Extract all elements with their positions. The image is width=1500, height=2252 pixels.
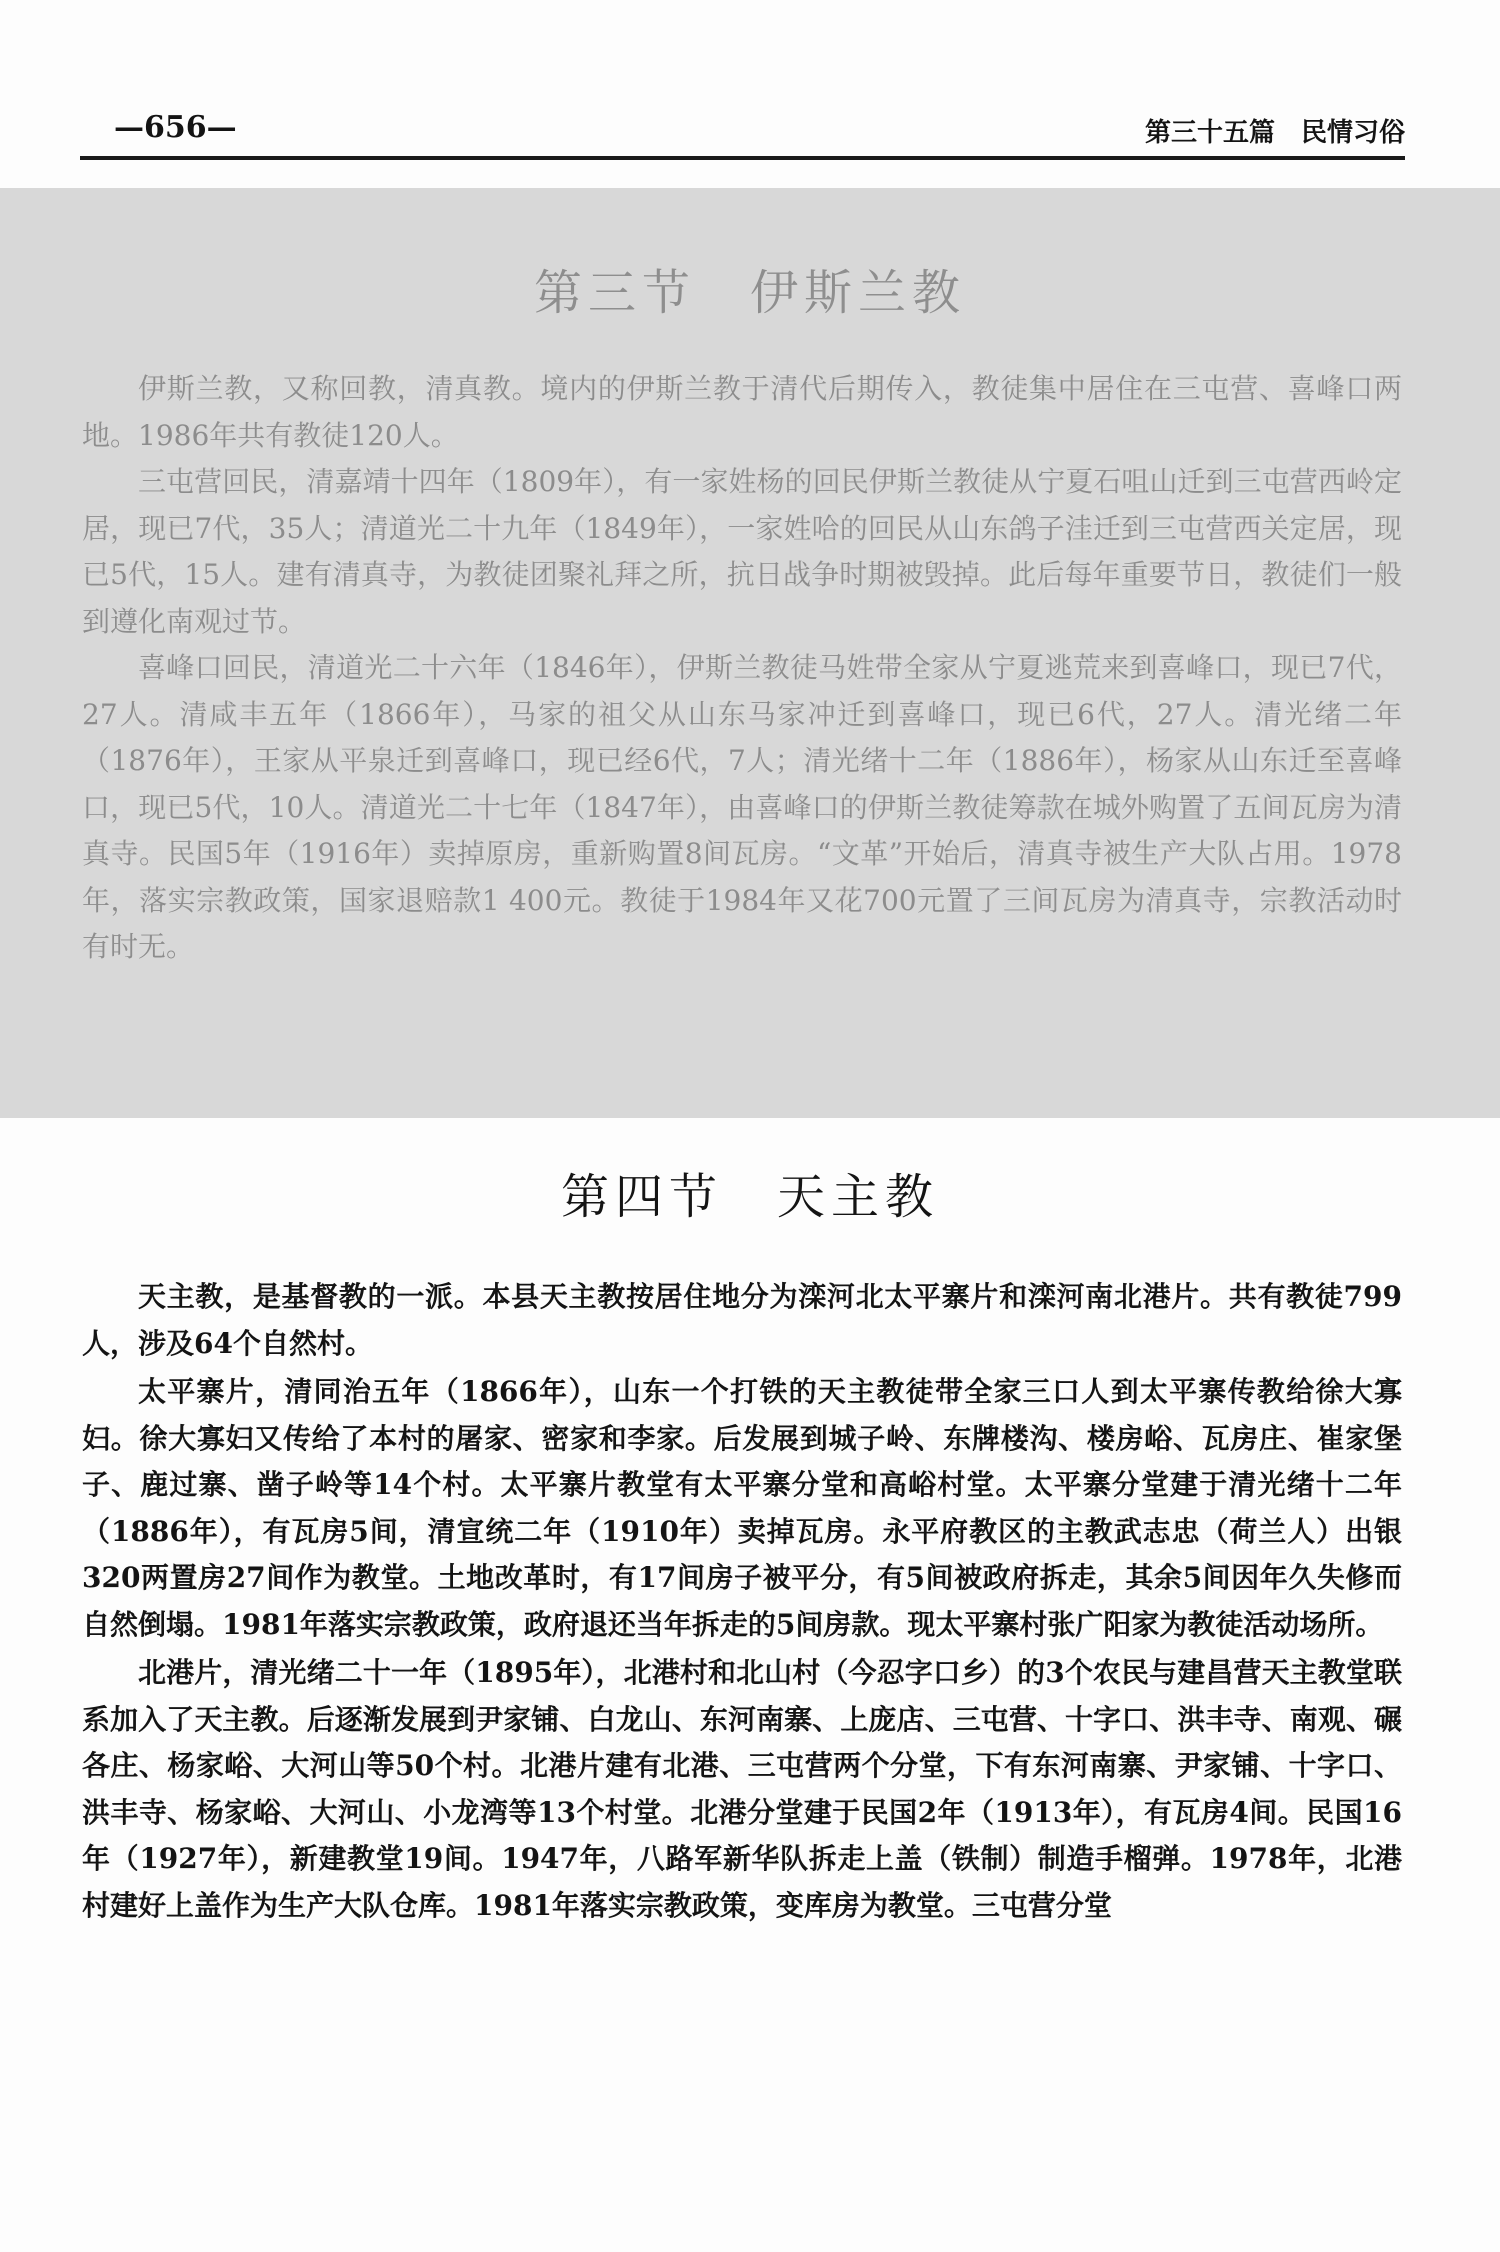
paragraph: 三屯营回民，清嘉靖十四年（1809年），有一家姓杨的回民伊斯兰教徒从宁夏石咀山迁到三屯营西岭定居，现已7代，35人；清道光二十九年（1849年），一家姓哈的回民从山东鸽子洼迁到三屯营西关定居，现已5代，15人。建有清真寺，为教徒团聚礼拜之所，抗日战争时期被毁掉。此后每年重要节日，教徒们一般到遵化南观过节。 — [82, 465, 1402, 638]
section-body-islam — [82, 366, 1402, 971]
page-header — [80, 108, 1405, 150]
section-title-islam: 第三节 伊斯兰教 — [533, 265, 966, 321]
part-title: 第三十五篇 民情习俗 — [1144, 118, 1405, 148]
paragraph: 伊斯兰教，又称回教，清真教。境内的伊斯兰教于清代后期传入，教徒集中居住在三屯营、喜峰口两地。1986年共有教徒120人。 — [82, 372, 1402, 452]
paragraph: 北港片，清光绪二十一年（1895年），北港村和北山村（今忍字口乡）的3个农民与建昌营天主教堂联系加入了天主教。后逐渐发展到尹家铺、白龙山、东河南寨、上庞店、三屯营、十字口、洪丰寺、南观、碾各庄、杨家峪、大河山等50个村。北港片建有北港、三屯营两个分堂，下有东河南寨、尹家铺、十字口、洪丰寺、杨家峪、大河山、小龙湾等13个村堂。北港分堂建于民国2年（1913年），有瓦房4间。民国16年（1927年），新建教堂19间。1947年，八路军新华队拆走上盖（铁制）制造手榴弹。1978年，北港村建好上盖作为生产大队仓库。1981年落实宗教政策，变库房为教堂。三屯营分堂 — [82, 1656, 1402, 1922]
paragraph: 天主教，是基督教的一派。本县天主教按居住地分为滦河北太平寨片和滦河南北港片。共有教徒799人，涉及64个自然村。 — [82, 1280, 1402, 1360]
section-body-catholicism — [82, 1274, 1402, 1931]
paragraph: 喜峰口回民，清道光二十六年（1846年），伊斯兰教徒马姓带全家从宁夏逃荒来到喜峰口，现已7代，27人。清咸丰五年（1866年），马家的祖父从山东马家冲迁到喜峰口，现已6代，27人。清光绪二年（1876年），王家从平泉迁到喜峰口，现已经6代，7人；清光绪十二年（1886年），杨家从山东迁至喜峰口，现已5代，10人。清道光二十七年（1847年），由喜峰口的伊斯兰教徒筹款在城外购置了五间瓦房为清真寺。民国5年（1916年）卖掉原房，重新购置8间瓦房。“文革”开始后，清真寺被生产大队占用。1978年，落实宗教政策，国家退赔款1 400元。教徒于1984年又花700元置了三间瓦房为清真寺，宗教活动时有时无。 — [82, 651, 1402, 963]
section-islam — [0, 188, 1500, 1118]
section-title-catholicism: 第四节 天主教 — [560, 1169, 939, 1225]
header-rule — [80, 156, 1405, 160]
paragraph: 太平寨片，清同治五年（1866年），山东一个打铁的天主教徒带全家三口人到太平寨传教给徐大寡妇。徐大寡妇又传给了本村的屠家、密家和李家。后发展到城子岭、东牌楼沟、楼房峪、瓦房庄、崔家堡子、鹿过寨、凿子岭等14个村。太平寨片教堂有太平寨分堂和高峪村堂。太平寨分堂建于清光绪十二年（1886年），有瓦房5间，清宣统二年（1910年）卖掉瓦房。永平府教区的主教武志忠（荷兰人）出银320两置房27间作为教堂。土地改革时，有17间房子被平分，有5间被政府拆走，其余5间因年久失修而自然倒塌。1981年落实宗教政策，政府退还当年拆走的5间房款。现太平寨村张广阳家为教徒活动场所。 — [82, 1375, 1402, 1641]
page-number: —656— — [114, 110, 237, 145]
